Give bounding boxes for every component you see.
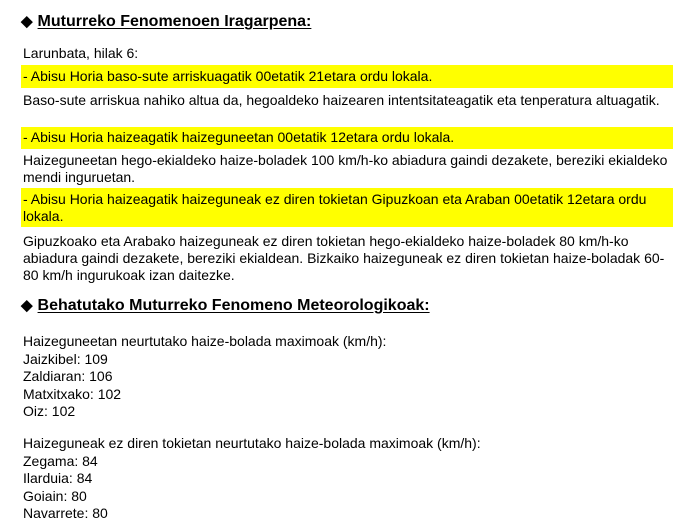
- list-title: Haizeguneak ez diren tokietan neurtutako haize-bolada maximoak (km/h):: [23, 435, 481, 451]
- section-heading-observed: [21, 296, 430, 316]
- section-heading-text: Muturreko Fenomenoen Iragarpena:: [37, 13, 312, 30]
- diamond-bullet-icon: ◆: [21, 13, 33, 30]
- list-item: Oiz: 102: [23, 403, 76, 419]
- warning-alert-3: - Abisu Horia haizeagatik haizeguneak ez diren tokietan Gipuzkoan eta Araban 00etatik 12etara ordu lokala.: [21, 188, 673, 227]
- warning-detail-1: Baso-sute arriskua nahiko altua da, hegoaldeko haizearen intentsitateagatik eta tenperatura altuagatik.: [23, 92, 660, 108]
- list-item: Matxitxako: 102: [23, 385, 122, 402]
- wind-gust-list-exposed: [23, 333, 386, 421]
- list-title: Haizeguneetan neurtutako haize-bolada maximoak (km/h):: [23, 333, 387, 349]
- section-heading-forecast: [21, 12, 311, 32]
- list-item: Goiain: 80: [23, 487, 87, 504]
- diamond-bullet-icon: ◆: [21, 297, 33, 314]
- warning-alert-1: - Abisu Horia baso-sute arriskuagatik 00etatik 21etara ordu lokala.: [21, 65, 673, 88]
- list-item: Navarrete: 80: [23, 505, 108, 521]
- list-item: Zegama: 84: [23, 452, 98, 469]
- warning-detail-3: Gipuzkoako eta Arabako haizeguneak ez diren tokietan hego-ekialdeko haize-boladek 80 km/h-ko abiadura gaindi dezakete, bereziki ekialdean. Bizkaiko haizeguneak ez diren tokietan haize-boladak 60-80 km/h ingurukoak izan daitezke.: [23, 233, 665, 283]
- list-item: Ilarduia: 84: [23, 470, 93, 486]
- warning-alert-2: - Abisu Horia haizeagatik haizeguneetan 00etatik 12etara ordu lokala.: [21, 127, 673, 149]
- section-heading-text: Behatutako Muturreko Fenomeno Meteorologikoak:: [37, 297, 430, 314]
- list-item: Zaldiaran: 106: [23, 368, 113, 384]
- date-line: Larunbata, hilak 6:: [23, 45, 139, 61]
- warning-detail-2: Haizeguneetan hego-ekialdeko haize-boladek 100 km/h-ko abiadura gaindi dezakete, bereziki ekialdeko mendi inguruetan.: [23, 152, 668, 185]
- list-item: Jaizkibel: 109: [23, 350, 108, 367]
- wind-gust-list-non-exposed: [23, 435, 481, 523]
